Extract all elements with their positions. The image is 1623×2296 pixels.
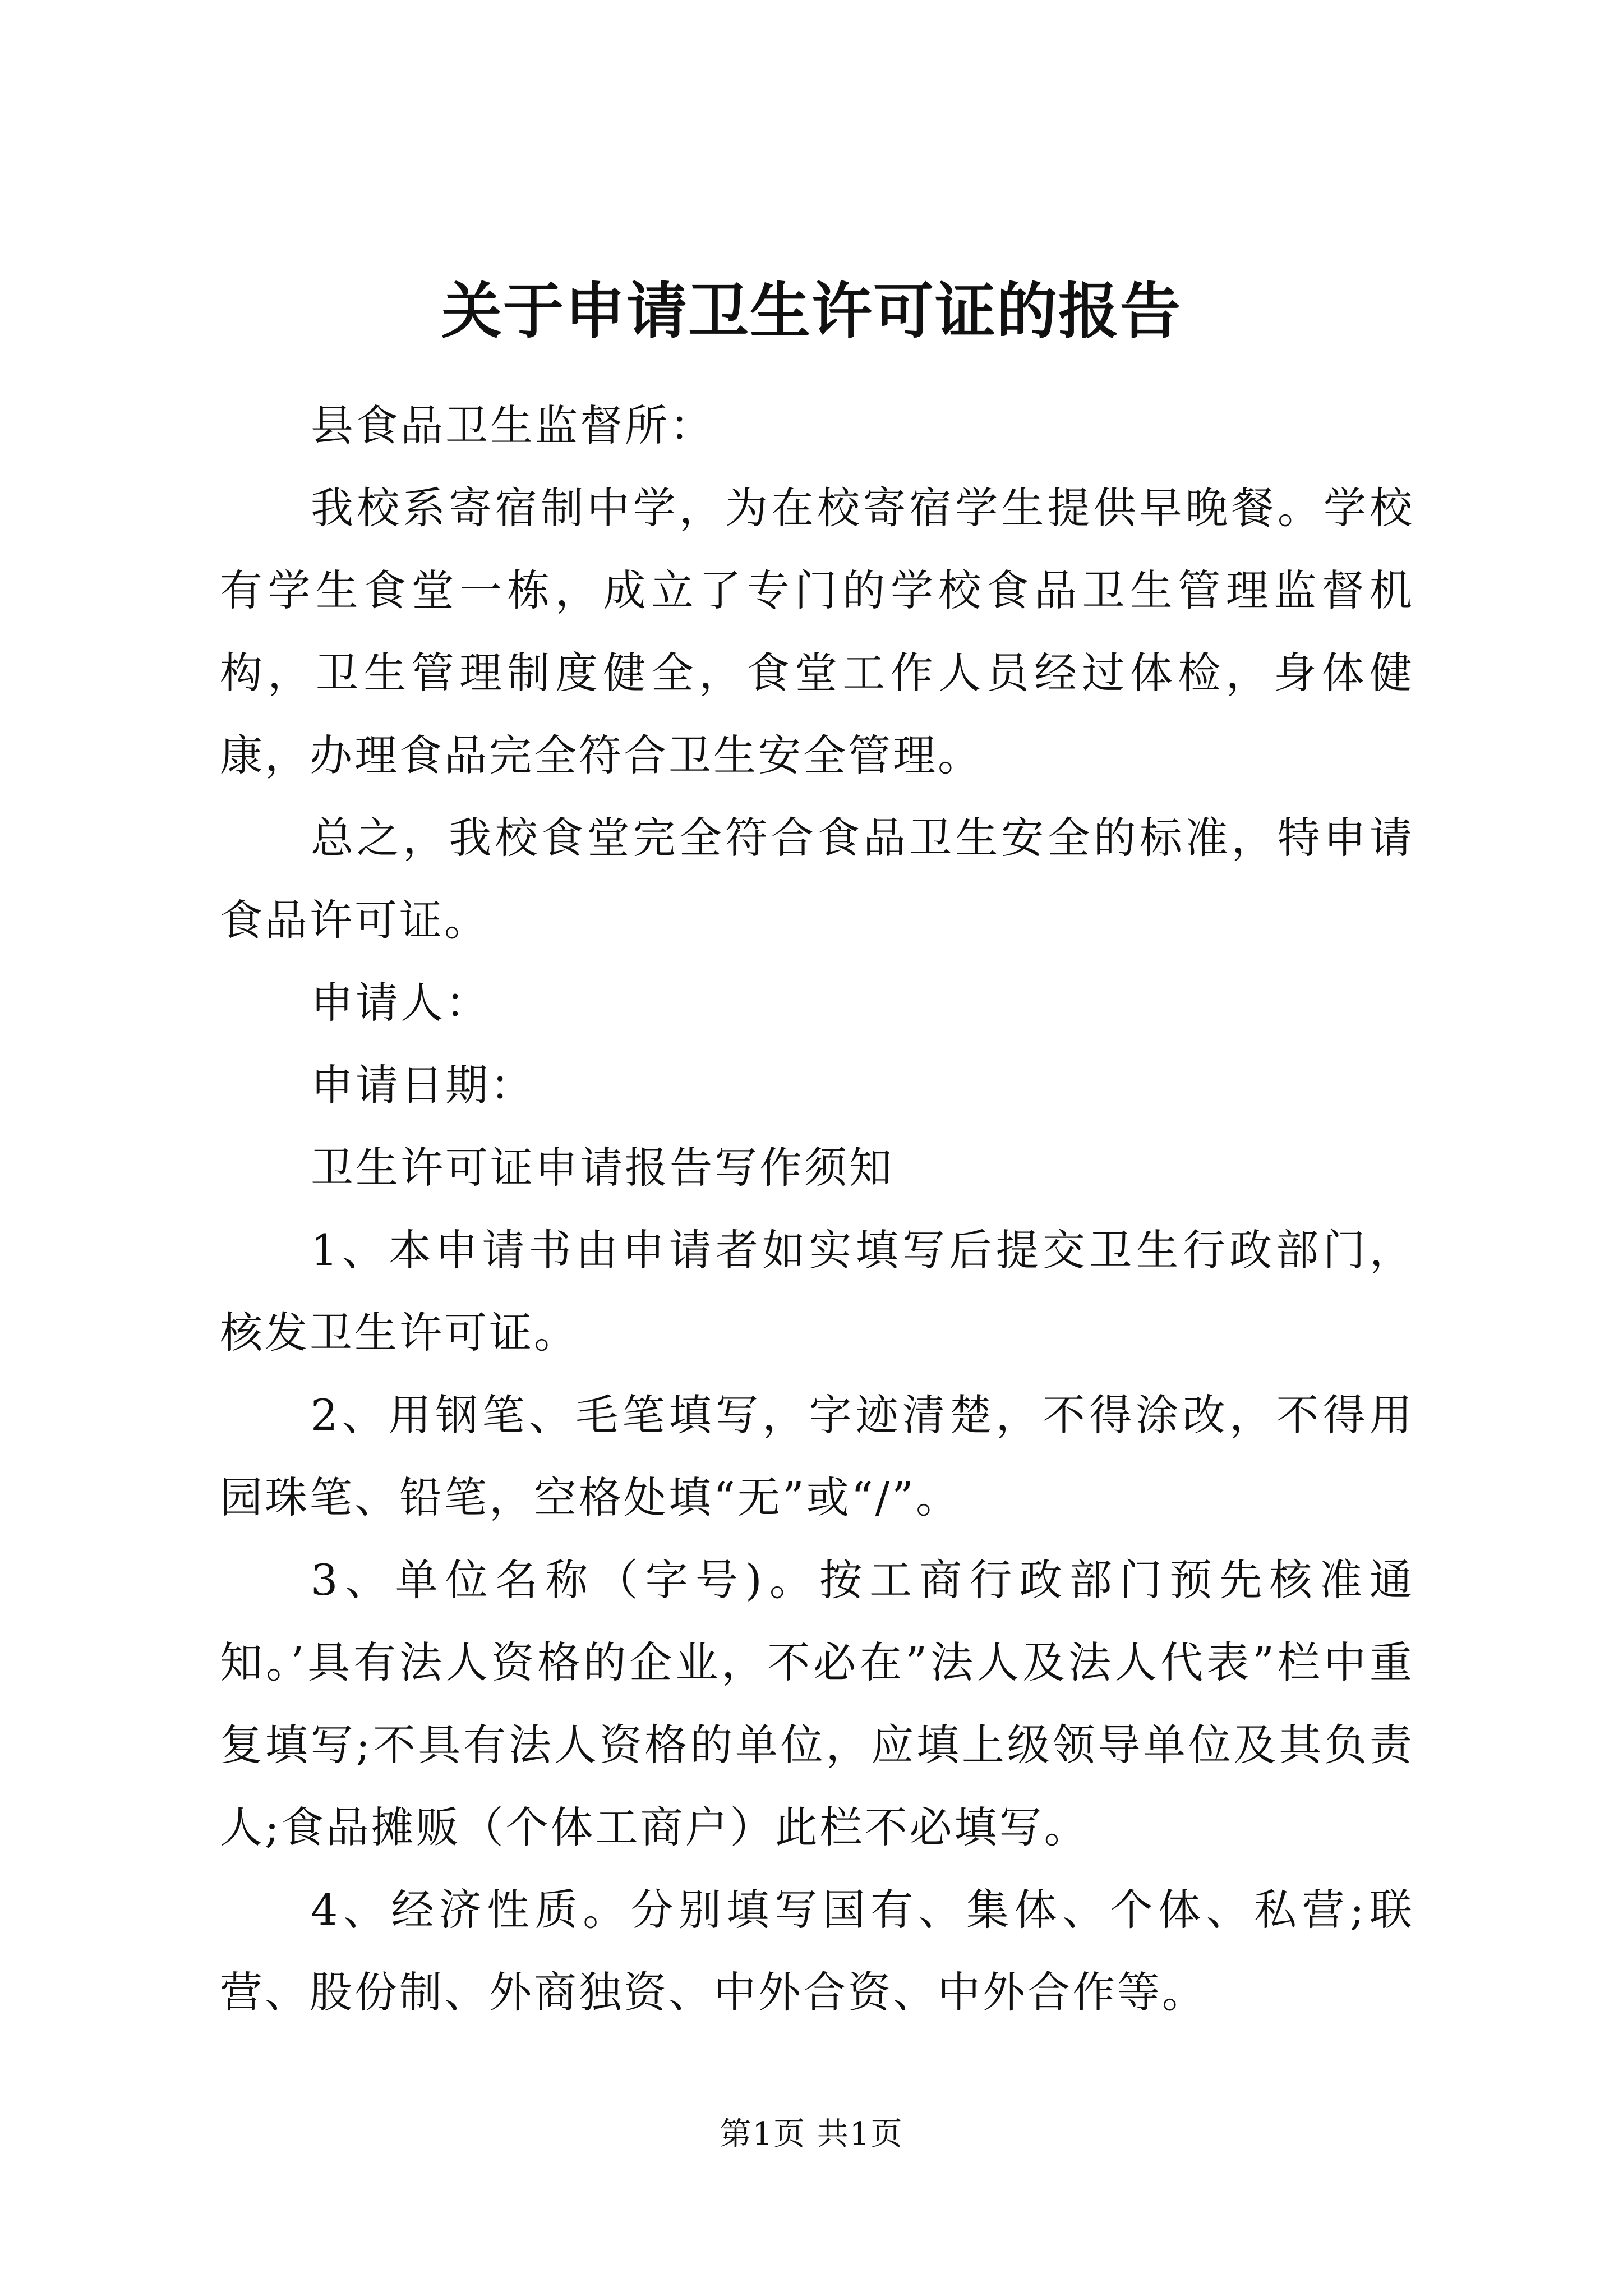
document-title: 关于申请卫生许可证的报告	[441, 276, 1182, 347]
application-date-line: 申请日期：	[311, 1060, 535, 1110]
salutation-paragraph: 县食品卫生监督所：	[311, 401, 714, 450]
total-unit: 页	[870, 2116, 903, 2152]
total-pages: 1	[849, 2116, 871, 2152]
page-number: 1	[752, 2116, 774, 2152]
applicant-line: 申请人：	[311, 978, 490, 1028]
body-paragraph: 我校系寄宿制中学，为在校寄宿学生提供早晚餐。学校有学生食堂一栋，成立了专门的学校食品卫生管理监督机构，卫生管理制度健全，食堂工作人员经过体检，身体健康，办理食品完全符合卫生安全管理。	[220, 483, 1414, 780]
page-unit: 页	[773, 2116, 806, 2152]
notice-item: 3、单位名称（字号)。按工商行政部门预先核准通知。’具有法人资格的企业，不必在”法人及法人代表”栏中重复填写;不具有法人资格的单位，应填上级领导单位及其负责人;食品摊贩（个体工商户）此栏不必填写。	[220, 1555, 1414, 1852]
body-paragraph: 总之，我校食堂完全符合食品卫生安全的标准，特申请食品许可证。	[220, 813, 1414, 945]
page-footer	[0, 2115, 1623, 2154]
notice-item: 4、经济性质。分别填写国有、集体、个体、私营;联营、股份制、外商独资、中外合资、中外合作等。	[220, 1885, 1414, 2017]
page-label: 第	[720, 2116, 753, 2152]
notice-item: 2、用钢笔、毛笔填写，字迹清楚，不得涂改，不得用园珠笔、铅笔，空格处填“无”或“/”。	[220, 1390, 1414, 1522]
notice-item: 1、本申请书由申请者如实填写后提交卫生行政部门，核发卫生许可证。	[220, 1225, 1414, 1358]
total-label: 共	[817, 2116, 850, 2152]
document-body	[220, 384, 1414, 2033]
notice-heading: 卫生许可证申请报告写作须知	[311, 1143, 894, 1193]
